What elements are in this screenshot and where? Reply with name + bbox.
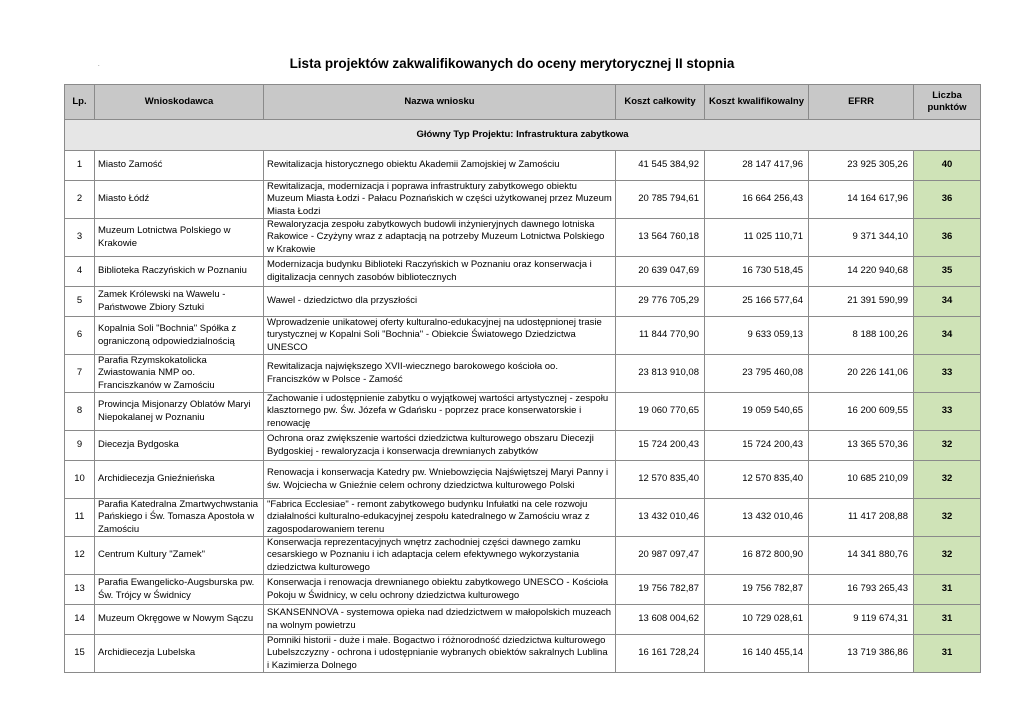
cell-lp: 1 <box>65 151 95 181</box>
cell-applicant: Muzeum Okręgowe w Nowym Sączu <box>95 605 264 635</box>
table-row <box>65 499 981 537</box>
cell-total-cost: 20 639 047,69 <box>616 257 705 287</box>
cell-total-cost: 20 987 097,47 <box>616 537 705 575</box>
cell-applicant: Zamek Królewski na Wawelu - Państwowe Zbiory Sztuki <box>95 287 264 317</box>
cell-total-cost: 19 756 782,87 <box>616 575 705 605</box>
cell-applicant: Kopalnia Soli "Bochnia" Spółka z ograniczoną odpowiedzialnością <box>95 317 264 355</box>
header-total-cost: Koszt całkowity <box>616 85 705 120</box>
table-row <box>65 393 981 431</box>
cell-lp: 6 <box>65 317 95 355</box>
cell-eligible-cost: 19 756 782,87 <box>705 575 809 605</box>
table-row <box>65 537 981 575</box>
cell-eligible-cost: 16 664 256,43 <box>705 181 809 219</box>
cell-project-name: Pomniki historii - duże i małe. Bogactwo i różnorodność dziedzictwa kulturowego Lubelszczyzny - ochrona i udostępnianie wybranych obiektów sakralnych Lublina i Kazimierza Dolnego <box>264 635 616 673</box>
page-title: Lista projektów zakwalifikowanych do oceny merytorycznej II stopnia <box>289 56 735 71</box>
cell-applicant: Parafia Ewangelicko-Augsburska pw. Św. Trójcy w Świdnicy <box>95 575 264 605</box>
cell-efrr: 23 925 305,26 <box>809 151 914 181</box>
cell-eligible-cost: 16 872 800,90 <box>705 537 809 575</box>
cell-eligible-cost: 16 730 518,45 <box>705 257 809 287</box>
header-points: Liczba punktów <box>914 85 981 120</box>
cell-points: 31 <box>914 605 981 635</box>
cell-efrr: 21 391 590,99 <box>809 287 914 317</box>
cell-points: 35 <box>914 257 981 287</box>
cell-applicant: Centrum Kultury "Zamek" <box>95 537 264 575</box>
cell-project-name: Modernizacja budynku Biblioteki Raczyńskich w Poznaniu oraz konserwacja i digitalizacja cennych zasobów bibliotecznych <box>264 257 616 287</box>
cell-points: 32 <box>914 461 981 499</box>
table-row <box>65 461 981 499</box>
cell-project-name: Konserwacja reprezentacyjnych wnętrz zachodniej części dawnego zamku cesarskiego w Poznaniu i ich adaptacja celem efektywnego wykorzystania dziedzictwa kulturowego <box>264 537 616 575</box>
cell-lp: 5 <box>65 287 95 317</box>
cell-lp: 7 <box>65 355 95 393</box>
cell-total-cost: 12 570 835,40 <box>616 461 705 499</box>
cell-project-name: Rewitalizacja największego XVII-wiecznego barokowego kościoła oo. Franciszków w Polsce - Zamość <box>264 355 616 393</box>
cell-applicant: Miasto Zamość <box>95 151 264 181</box>
cell-eligible-cost: 15 724 200,43 <box>705 431 809 461</box>
cell-points: 33 <box>914 393 981 431</box>
cell-points: 34 <box>914 287 981 317</box>
cell-efrr: 16 200 609,55 <box>809 393 914 431</box>
cell-applicant: Diecezja Bydgoska <box>95 431 264 461</box>
projects-table <box>64 84 981 673</box>
corner-mark: . <box>98 62 100 68</box>
table-row <box>65 257 981 287</box>
cell-applicant: Parafia Katedralna Zmartwychwstania Pańskiego i Św. Tomasza Apostoła w Zamościu <box>95 499 264 537</box>
cell-total-cost: 13 608 004,62 <box>616 605 705 635</box>
cell-lp: 14 <box>65 605 95 635</box>
header-name: Nazwa wniosku <box>264 85 616 120</box>
cell-lp: 10 <box>65 461 95 499</box>
cell-lp: 3 <box>65 219 95 257</box>
cell-lp: 8 <box>65 393 95 431</box>
cell-eligible-cost: 13 432 010,46 <box>705 499 809 537</box>
header-row <box>65 85 981 120</box>
cell-project-name: Ochrona oraz zwiększenie wartości dziedzictwa kulturowego obszaru Diecezji Bydgoskiej - rewaloryzacja i konserwacja drewnianych zabytków <box>264 431 616 461</box>
cell-total-cost: 13 432 010,46 <box>616 499 705 537</box>
cell-project-name: Konserwacja i renowacja drewnianego obiektu zabytkowego UNESCO - Kościoła Pokoju w Świdnicy, w celu ochrony dziedzictwa kulturowego <box>264 575 616 605</box>
table-row <box>65 635 981 673</box>
cell-efrr: 8 188 100,26 <box>809 317 914 355</box>
cell-project-name: "Fabrica Ecclesiae" - remont zabytkowego budynku Infułatki na cele rozwoju działalności kulturalno-edukacyjnej zespołu katedralnego w Zamościu wraz z zagospodarowaniem terenu <box>264 499 616 537</box>
cell-points: 32 <box>914 499 981 537</box>
cell-lp: 11 <box>65 499 95 537</box>
cell-efrr: 14 164 617,96 <box>809 181 914 219</box>
cell-points: 31 <box>914 575 981 605</box>
cell-project-name: Renowacja i konserwacja Katedry pw. Wniebowzięcia Najświętszej Maryi Panny i św. Wojciecha w Gnieźnie celem ochrony dziedzictwa kulturowego Polski <box>264 461 616 499</box>
cell-applicant: Biblioteka Raczyńskich w Poznaniu <box>95 257 264 287</box>
table-row <box>65 431 981 461</box>
cell-eligible-cost: 23 795 460,08 <box>705 355 809 393</box>
cell-project-name: Rewitalizacja historycznego obiektu Akademii Zamojskiej w Zamościu <box>264 151 616 181</box>
cell-project-name: Rewaloryzacja zespołu zabytkowych budowli inżynieryjnych dawnego lotniska Rakowice - Czyżyny wraz z adaptacją na potrzeby Muzeum Lotnictwa Polskiego w Krakowie <box>264 219 616 257</box>
cell-total-cost: 23 813 910,08 <box>616 355 705 393</box>
cell-points: 32 <box>914 537 981 575</box>
cell-eligible-cost: 12 570 835,40 <box>705 461 809 499</box>
header-applicant: Wnioskodawca <box>95 85 264 120</box>
cell-lp: 15 <box>65 635 95 673</box>
cell-points: 34 <box>914 317 981 355</box>
cell-efrr: 14 341 880,76 <box>809 537 914 575</box>
table-row <box>65 355 981 393</box>
cell-points: 33 <box>914 355 981 393</box>
cell-eligible-cost: 25 166 577,64 <box>705 287 809 317</box>
cell-applicant: Archidiecezja Gnieźnieńska <box>95 461 264 499</box>
cell-project-name: Wawel - dziedzictwo dla przyszłości <box>264 287 616 317</box>
table-row <box>65 151 981 181</box>
cell-total-cost: 41 545 384,92 <box>616 151 705 181</box>
table-row <box>65 287 981 317</box>
cell-total-cost: 11 844 770,90 <box>616 317 705 355</box>
cell-efrr: 13 365 570,36 <box>809 431 914 461</box>
cell-points: 36 <box>914 181 981 219</box>
cell-efrr: 9 371 344,10 <box>809 219 914 257</box>
cell-efrr: 16 793 265,43 <box>809 575 914 605</box>
table-row <box>65 317 981 355</box>
table-row <box>65 605 981 635</box>
cell-project-name: SKANSENNOVA - systemowa opieka nad dziedzictwem w małopolskich muzeach na wolnym powietrzu <box>264 605 616 635</box>
cell-efrr: 11 417 208,88 <box>809 499 914 537</box>
cell-project-name: Zachowanie i udostępnienie zabytku o wyjątkowej wartości artystycznej - zespołu klasztornego pw. Św. Józefa w Gdańsku - poprzez prace konserwatorskie i renowację <box>264 393 616 431</box>
cell-points: 40 <box>914 151 981 181</box>
table-row <box>65 575 981 605</box>
cell-efrr: 13 719 386,86 <box>809 635 914 673</box>
cell-applicant: Archidiecezja Lubelska <box>95 635 264 673</box>
cell-total-cost: 16 161 728,24 <box>616 635 705 673</box>
cell-efrr: 14 220 940,68 <box>809 257 914 287</box>
cell-points: 36 <box>914 219 981 257</box>
cell-lp: 13 <box>65 575 95 605</box>
cell-eligible-cost: 9 633 059,13 <box>705 317 809 355</box>
cell-total-cost: 20 785 794,61 <box>616 181 705 219</box>
cell-total-cost: 13 564 760,18 <box>616 219 705 257</box>
cell-eligible-cost: 19 059 540,65 <box>705 393 809 431</box>
cell-lp: 9 <box>65 431 95 461</box>
cell-applicant: Parafia Rzymskokatolicka Zwiastowania NMP oo. Franciszkanów w Zamościu <box>95 355 264 393</box>
cell-eligible-cost: 10 729 028,61 <box>705 605 809 635</box>
cell-applicant: Muzeum Lotnictwa Polskiego w Krakowie <box>95 219 264 257</box>
cell-total-cost: 15 724 200,43 <box>616 431 705 461</box>
header-efrr: EFRR <box>809 85 914 120</box>
table-row <box>65 219 981 257</box>
cell-total-cost: 19 060 770,65 <box>616 393 705 431</box>
cell-eligible-cost: 28 147 417,96 <box>705 151 809 181</box>
cell-lp: 2 <box>65 181 95 219</box>
cell-lp: 4 <box>65 257 95 287</box>
cell-applicant: Prowincja Misjonarzy Oblatów Maryi Niepokalanej w Poznaniu <box>95 393 264 431</box>
header-lp: Lp. <box>65 85 95 120</box>
table-row <box>65 181 981 219</box>
cell-eligible-cost: 11 025 110,71 <box>705 219 809 257</box>
cell-applicant: Miasto Łódź <box>95 181 264 219</box>
cell-efrr: 20 226 141,06 <box>809 355 914 393</box>
cell-points: 31 <box>914 635 981 673</box>
cell-points: 32 <box>914 431 981 461</box>
cell-total-cost: 29 776 705,29 <box>616 287 705 317</box>
cell-lp: 12 <box>65 537 95 575</box>
header-eligible-cost: Koszt kwalifikowalny <box>705 85 809 120</box>
cell-eligible-cost: 16 140 455,14 <box>705 635 809 673</box>
group-row <box>65 120 981 151</box>
cell-project-name: Rewitalizacja, modernizacja i poprawa infrastruktury zabytkowego obiektu Muzeum Miasta Łodzi - Pałacu Poznańskich w części użytkowanej przez Muzeum Miasta Łodzi <box>264 181 616 219</box>
cell-efrr: 10 685 210,09 <box>809 461 914 499</box>
cell-efrr: 9 119 674,31 <box>809 605 914 635</box>
cell-project-name: Wprowadzenie unikatowej oferty kulturalno-edukacyjnej na udostępnionej trasie turystycznej w Kopalni Soli "Bochnia" - Obiekcie Światowego Dziedzictwa UNESCO <box>264 317 616 355</box>
group-label: Główny Typ Projektu: Infrastruktura zabytkowa <box>65 120 981 151</box>
